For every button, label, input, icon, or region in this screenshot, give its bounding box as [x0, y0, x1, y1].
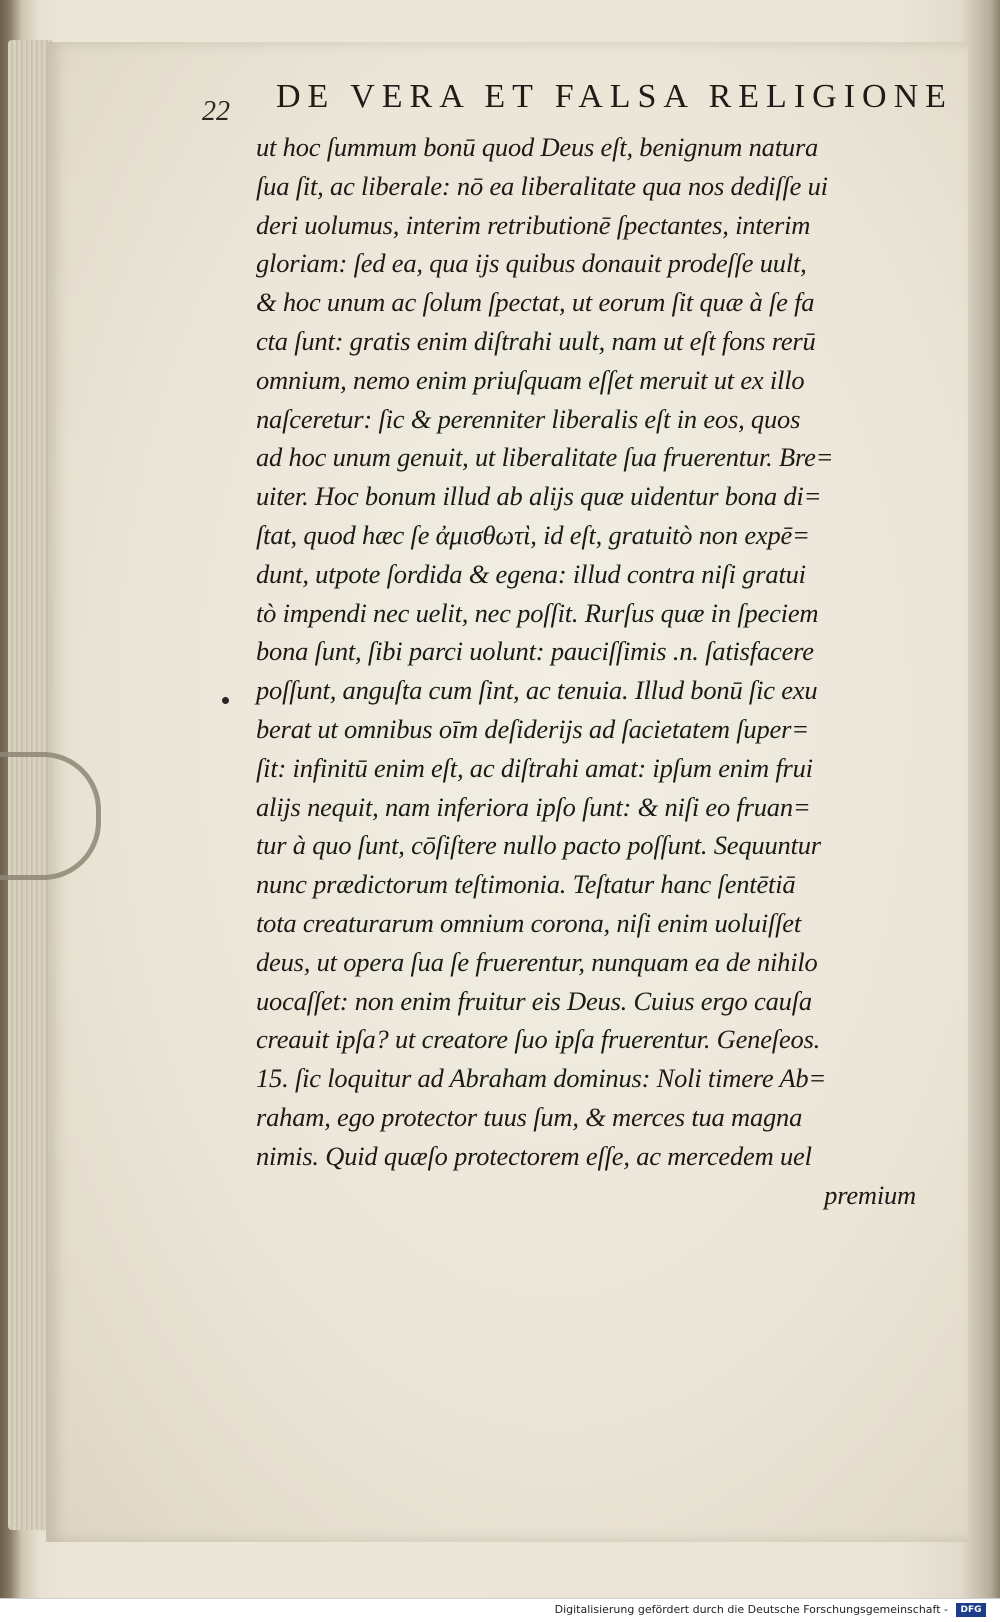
text-line: creauit ipſa? ut creatore ſuo ipſa fruerentur. Geneſeos. — [256, 1024, 821, 1055]
page-number: 22 — [202, 96, 230, 127]
text-line: poſſunt, anguſta cum ſint, ac tenuia. Illud bonū ſic exu — [256, 675, 818, 706]
text-line: 15. ſic loquitur ad Abraham dominus: Noli timere Ab= — [256, 1063, 827, 1094]
text-line: bona ſunt, ſibi parci uolunt: pauciſſimis .n. ſatisfacere — [256, 636, 814, 667]
text-line: & hoc unum ac ſolum ſpectat, ut eorum ſit quæ à ſe fa — [256, 287, 815, 318]
text-line: dunt, utpote ſordida & egena: illud contra niſi gratui — [256, 558, 806, 589]
text-line: ut hoc ſummum bonū quod Deus eſt, benignum natura — [256, 132, 819, 162]
text-line: nimis. Quid quæſo protectorem eſſe, ac mercedem uel — [256, 1140, 812, 1171]
text-line: ſua ſit, ac liberale: nō ea liberalitate qua nos dediſſe ui — [256, 170, 828, 201]
text-line: deus, ut opera ſua ſe fruerentur, nunquam ea de nihilo — [256, 946, 818, 977]
text-line: tota creaturarum omnium corona, niſi enim uoluiſſet — [256, 907, 802, 938]
text-line: nunc prædictorum teſtimonia. Teſtatur hanc ſentētiā — [256, 869, 796, 900]
text-line: raham, ego protector tuus ſum, & merces tua magna — [256, 1101, 803, 1132]
dfg-logo: DFG — [956, 1603, 986, 1617]
text-line: omnium, nemo enim priuſquam eſſet meruit ut ex illo — [256, 364, 805, 395]
running-head: DE VERA ET FALSA RELIGIONE — [276, 78, 953, 115]
body-text — [256, 128, 916, 1214]
text-line: berat ut omnibus oīm deſiderijs ad ſacietatem ſuper= — [256, 713, 809, 744]
text-line: alijs nequit, nam inferiora ipſo ſunt: & niſi eo fruan= — [256, 791, 811, 822]
text-line: deri uolumus, interim retributionē ſpectantes, interim — [256, 209, 811, 240]
text-line: ſit: infinitū enim eſt, ac diſtrahi amat: ipſum enim frui — [256, 752, 813, 783]
footer-bar — [0, 1598, 1000, 1622]
text-line: tur à quo ſunt, cōſiſtere nullo pacto poſſunt. Sequuntur — [256, 830, 821, 861]
catchword: premium — [824, 1179, 916, 1210]
text-line: uiter. Hoc bonum illud ab alijs quæ uidentur bona di= — [256, 481, 822, 512]
text-line: uocaſſet: non enim fruitur eis Deus. Cuius ergo cauſa — [256, 985, 812, 1016]
text-line: ad hoc unum genuit, ut liberalitate ſua fruerentur. Bre= — [256, 442, 834, 473]
text-line: cta ſunt: gratis enim diſtrahi uult, nam ut eſt fons rerū — [256, 325, 816, 356]
text-line: tò impendi nec uelit, nec poſſit. Rurſus quæ in ſpeciem — [256, 597, 819, 628]
text-line: ſtat, quod hæc ſe ἀμισθωτὶ, id eſt, gratuitò non expē= — [256, 519, 810, 550]
margin-dot — [222, 697, 229, 704]
clasp-ribbon — [0, 752, 101, 880]
footer-credit: Digitalisierung gefördert durch die Deutsche Forschungsgemeinschaft - — [554, 1603, 948, 1616]
text-line: naſceretur: ſic & perenniter liberalis eſt in eos, quos — [256, 403, 801, 434]
text-line: gloriam: ſed ea, qua ijs quibus donauit prodeſſe uult, — [256, 248, 807, 279]
